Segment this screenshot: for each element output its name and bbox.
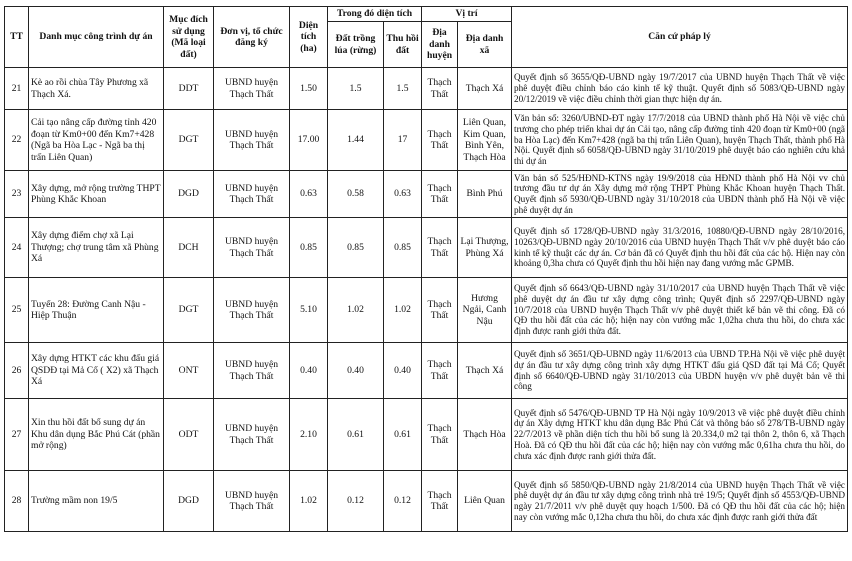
row-area: 5.10	[290, 278, 328, 343]
row-project-name: Kè ao rồi chùa Tây Phương xã Thạch Xá.	[29, 68, 164, 110]
row-registering-unit: UBND huyện Thạch Thất	[214, 343, 290, 399]
row-rice-land: 0.85	[328, 218, 384, 278]
row-tt: 24	[5, 218, 29, 278]
header-area: Diện tích (ha)	[290, 7, 328, 68]
row-tt: 21	[5, 68, 29, 110]
row-rice-land: 1.02	[328, 278, 384, 343]
row-land-recovery: 0.61	[384, 399, 422, 471]
row-project-name: Xây dựng, mở rộng trường THPT Phùng Khắc Khoan	[29, 171, 164, 218]
table-body	[5, 68, 848, 532]
table-row	[5, 343, 848, 399]
row-legal-basis: Văn bản số 525/HĐND-KTNS ngày 19/9/2018 của HĐND thành phố Hà Nội vv chủ trương đầu tư dự án Xây dựng mở rộng THPT Phùng Khắc Khoan huyện Thạch Thất. Quyết định số 5930/QĐ-UBND ngày 31/10/2018 của UBDN thành phố Hà Nội về việc phê duyệt dự án	[512, 171, 848, 218]
row-project-name: Xin thu hồi đất bổ sung dự án Khu dân dụng Bắc Phú Cát (phần mở rộng)	[29, 399, 164, 471]
row-rice-land: 0.61	[328, 399, 384, 471]
row-legal-basis: Quyết định số 5476/QĐ-UBND TP Hà Nội ngày 10/9/2013 về việc phê duyệt điều chỉnh dự án Xây dựng HTKT khu dân dụng Bắc Phú Cát và thông báo số 278/TB-UBND ngày 22/7/2013 về phần diện tích thu hồi bổ sung là 20.334,0 m2 tại thôn 2, thôn 6, xã Thạch Hoà. Đã có QĐ thu hồi đất của các hộ; hiện nay còn vướng mắc 0,61ha chưa thu hồi, do chưa xác định được ranh giới thửa đất.	[512, 399, 848, 471]
document-page	[4, 6, 847, 532]
row-land-recovery: 0.12	[384, 471, 422, 532]
row-rice-land: 0.40	[328, 343, 384, 399]
row-district: Thạch Thất	[422, 343, 458, 399]
row-area: 1.50	[290, 68, 328, 110]
header-land-recovery: Thu hồi đất	[384, 22, 422, 68]
row-commune: Hương Ngải, Canh Nậu	[458, 278, 512, 343]
row-registering-unit: UBND huyện Thạch Thất	[214, 471, 290, 532]
row-commune: Liên Quan	[458, 471, 512, 532]
row-tt: 27	[5, 399, 29, 471]
row-legal-basis: Quyết định số 5850/QĐ-UBND ngày 21/8/2014 của UBND huyện Thạch Thất về việc phê duyệt dự án đầu tư xây dựng công trình nhà trẻ 19/5; Quyết định số 4553/QĐ-UBND ngày 21/7/2011 v/v phê duyệt quy hoạch 1/500. Đã có QĐ thu hồi đất của các hộ; hiện nay còn vướng mắc 0,12ha chưa thu hồi, do chưa xác định được ranh giới thửa đất	[512, 471, 848, 532]
table-row	[5, 471, 848, 532]
table-header	[5, 7, 848, 68]
row-area: 0.85	[290, 218, 328, 278]
row-project-name: Trường mầm non 19/5	[29, 471, 164, 532]
row-commune: Liên Quan, Kim Quan, Bình Yên, Thạch Hòa	[458, 110, 512, 171]
header-land-purpose: Mục đích sử dụng (Mã loại đất)	[164, 7, 214, 68]
header-registering-unit: Đơn vị, tổ chức đăng ký	[214, 7, 290, 68]
row-tt: 28	[5, 471, 29, 532]
row-registering-unit: UBND huyện Thạch Thất	[214, 218, 290, 278]
row-district: Thạch Thất	[422, 218, 458, 278]
row-land-purpose: ONT	[164, 343, 214, 399]
row-land-purpose: DGT	[164, 110, 214, 171]
header-group-location: Vị trí	[422, 7, 512, 22]
row-rice-land: 1.44	[328, 110, 384, 171]
row-land-recovery: 0.63	[384, 171, 422, 218]
row-commune: Thạch Hòa	[458, 399, 512, 471]
land-project-table	[4, 6, 848, 532]
table-row	[5, 278, 848, 343]
row-project-name: Tuyến 28: Đường Canh Nậu - Hiệp Thuận	[29, 278, 164, 343]
row-registering-unit: UBND huyện Thạch Thất	[214, 68, 290, 110]
row-tt: 26	[5, 343, 29, 399]
row-land-purpose: DCH	[164, 218, 214, 278]
row-district: Thạch Thất	[422, 471, 458, 532]
row-area: 0.63	[290, 171, 328, 218]
header-district: Địa danh huyện	[422, 22, 458, 68]
row-land-recovery: 0.85	[384, 218, 422, 278]
header-group-area: Trong đó diện tích	[328, 7, 422, 22]
row-legal-basis: Quyết định số 3651/QĐ-UBND ngày 11/6/2013 của UBND TP.Hà Nội về việc phê duyệt dự án đầu tư xây dựng công trình xây dựng HTKT đấu giá QSD đất tại Mả Cố; Quyết định số 6640/QĐ-UBND ngày 31/10/2013 của UBDN huyện v/v phê duyệt bản vẽ thi công	[512, 343, 848, 399]
row-area: 0.40	[290, 343, 328, 399]
row-land-recovery: 17	[384, 110, 422, 171]
row-district: Thạch Thất	[422, 68, 458, 110]
header-project-name: Danh mục công trình dự án	[29, 7, 164, 68]
header-legal-basis: Căn cứ pháp lý	[512, 7, 848, 68]
row-project-name: Cải tạo nâng cấp đường tỉnh 420 đoạn từ Km0+00 đến Km7+428 (Ngã ba Hòa Lạc - Ngã ba thị trấn Liên Quan)	[29, 110, 164, 171]
row-area: 2.10	[290, 399, 328, 471]
row-legal-basis: Quyết định số 6643/QĐ-UBND ngày 31/10/2017 của UBND huyện Thạch Thất về việc phê duyệt dự án đầu tư xây dựng công trình; Quyết định số 2297/QĐ-UBND ngày 10/7/2018 của UBND huyện Thạch Thất v/v phê duyệt thiết kế bản vẽ thi công. Đã có QĐ thu hồi đất của các hộ; hiện nay còn vướng mắc 1,02ha chưa thu hồi, do chưa xác định được ranh giới thửa đất.	[512, 278, 848, 343]
row-district: Thạch Thất	[422, 399, 458, 471]
row-legal-basis: Quyết định số 3655/QĐ-UBND ngày 19/7/2017 của UBND huyện Thạch Thất về việc phê duyệt điều chỉnh báo cáo kinh tế kỹ thuật. Quyết định số 5083/QĐ-UBND ngày 20/12/2019 về việc điều chỉnh thời gian thực hiện dự án.	[512, 68, 848, 110]
row-registering-unit: UBND huyện Thạch Thất	[214, 278, 290, 343]
row-land-purpose: DDT	[164, 68, 214, 110]
row-rice-land: 1.5	[328, 68, 384, 110]
table-row	[5, 171, 848, 218]
row-land-recovery: 1.5	[384, 68, 422, 110]
table-row	[5, 399, 848, 471]
row-rice-land: 0.12	[328, 471, 384, 532]
row-land-purpose: DGD	[164, 171, 214, 218]
row-rice-land: 0.58	[328, 171, 384, 218]
row-land-purpose: DGD	[164, 471, 214, 532]
row-commune: Bình Phú	[458, 171, 512, 218]
row-commune: Thạch Xá	[458, 68, 512, 110]
row-registering-unit: UBND huyện Thạch Thất	[214, 399, 290, 471]
row-registering-unit: UBND huyện Thạch Thất	[214, 171, 290, 218]
row-project-name: Xây dựng HTKT các khu đấu giá QSDĐ tại Mả Cố ( X2) xã Thạch Xá	[29, 343, 164, 399]
row-area: 17.00	[290, 110, 328, 171]
row-legal-basis: Quyết định số 1728/QĐ-UBND ngày 31/3/2016, 10880/QĐ-UBND ngày 28/10/2016, 10263/QĐ-UBND ngày 20/10/2016 của UBND huyện Thạch Thất v/v phê duyệt báo cáo kinh tế kỹ thuật các dự án. Cơ bản đã có Quyết định thu hồi đất của các hộ. Hiện nay còn khoảng 0,3ha chưa có Quyết định thu hồi hiện nay đang vướng mắc GPMB.	[512, 218, 848, 278]
table-row	[5, 218, 848, 278]
row-tt: 25	[5, 278, 29, 343]
row-district: Thạch Thất	[422, 110, 458, 171]
row-land-recovery: 1.02	[384, 278, 422, 343]
header-rice-land: Đất trồng lúa (rừng)	[328, 22, 384, 68]
row-land-purpose: DGT	[164, 278, 214, 343]
header-commune: Địa danh xã	[458, 22, 512, 68]
row-project-name: Xây dựng điểm chợ xã Lại Thượng; chợ trung tâm xã Phùng Xá	[29, 218, 164, 278]
row-area: 1.02	[290, 471, 328, 532]
row-tt: 23	[5, 171, 29, 218]
row-legal-basis: Văn bản số: 3260/UBND-ĐT ngày 17/7/2018 của UBND thành phố Hà Nội về việc chủ trương cho phép triển khai dự án Cải tạo, nâng cấp đường tỉnh 420 đoạn từ Km0+00 (ngã ba Hòa Lạc) đến Km7+428 (ngã ba thị trấn Liên Quan), huyện Thạch Thất, thành phố Hà Nội. Quyết định số 6058/QĐ-UBND ngày 31/10/2019 phê duyệt báo cáo nghiên cứu khả thi dự án	[512, 110, 848, 171]
row-commune: Thạch Xá	[458, 343, 512, 399]
header-tt: TT	[5, 7, 29, 68]
row-land-purpose: ODT	[164, 399, 214, 471]
row-commune: Lại Thượng, Phùng Xá	[458, 218, 512, 278]
row-registering-unit: UBND huyện Thạch Thất	[214, 110, 290, 171]
table-row	[5, 110, 848, 171]
row-tt: 22	[5, 110, 29, 171]
row-district: Thạch Thất	[422, 278, 458, 343]
row-land-recovery: 0.40	[384, 343, 422, 399]
table-row	[5, 68, 848, 110]
row-district: Thạch Thất	[422, 171, 458, 218]
